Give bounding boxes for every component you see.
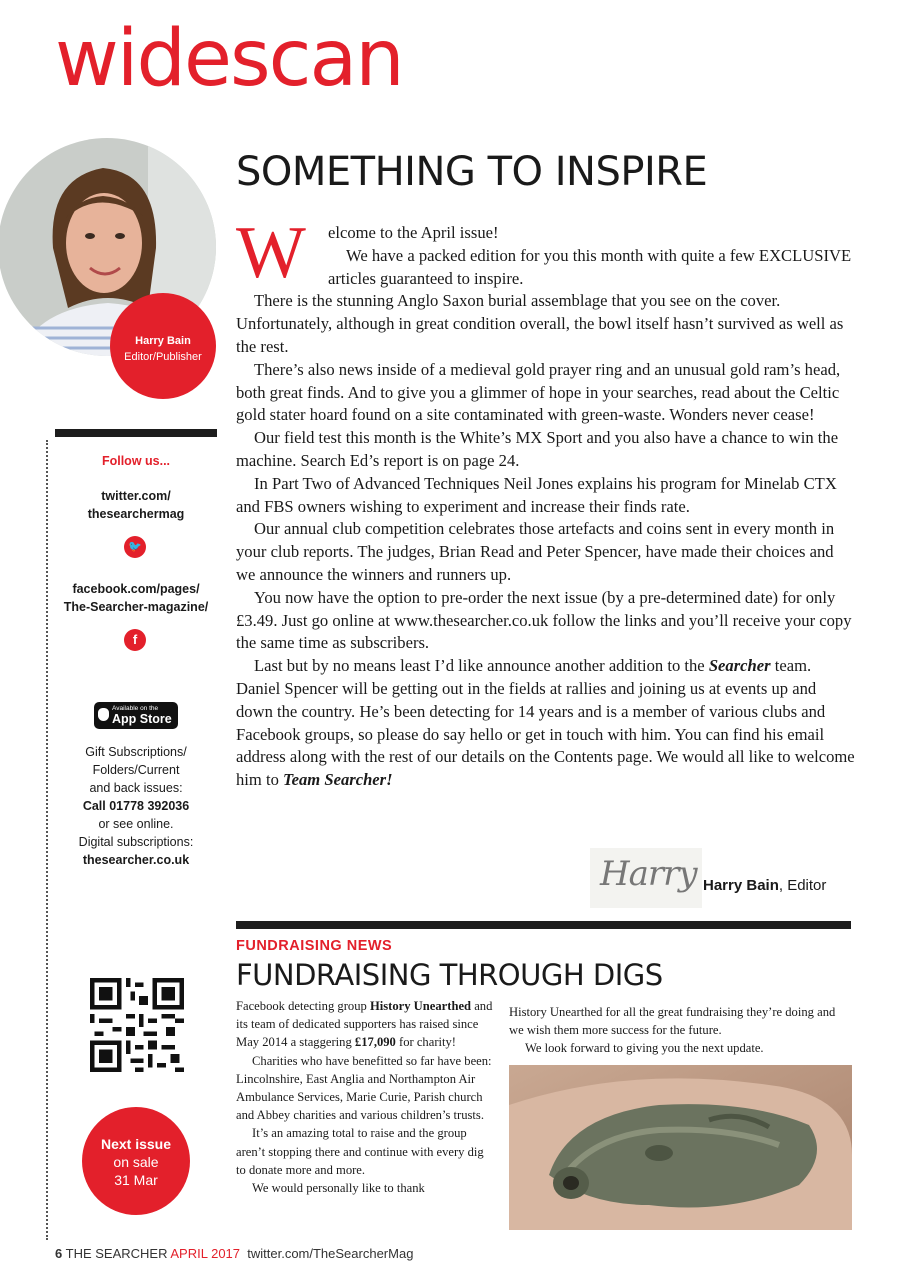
searcher-emphasis: Searcher (708, 656, 771, 676)
facebook-link[interactable] (55, 580, 217, 616)
article-paragraph: Our field test this month is the White’s MX Sport and you also have a chance to win the machine. Search Ed’s report is on page 24. (236, 428, 839, 470)
signoff-role: , Editor (778, 877, 827, 894)
signoff (703, 877, 826, 894)
article-paragraph: There is the stunning Anglo Saxon burial assemblage that you see on the cover. Unfortunately, although in great condition overall, the bowl itself hasn’t survived as well as the rest. (236, 291, 844, 356)
amount-raised: £17,090 (354, 1035, 396, 1050)
next-issue-sub: on sale (113, 1154, 159, 1170)
phone-number[interactable]: Call 01778 392036 (82, 799, 190, 813)
text-run: for charity! (395, 1035, 456, 1050)
qr-code[interactable] (90, 978, 184, 1072)
article-body (236, 222, 856, 792)
article-paragraph (236, 655, 856, 792)
fundraising-paragraph: We would personally like to thank (252, 1181, 425, 1196)
drop-cap: W (236, 212, 306, 294)
follow-us-label: Follow us... (101, 454, 171, 468)
website-link[interactable]: thesearcher.co.uk (82, 853, 190, 867)
twitter-link[interactable] (55, 487, 217, 523)
signature-image (590, 848, 702, 908)
editor-role: Editor/Publisher (124, 351, 202, 363)
page-number: 6 (55, 1246, 63, 1261)
page-footer (55, 1246, 413, 1261)
app-store-big-text: App Store (112, 712, 172, 726)
article-paragraph: Our annual club competition celebrates those artefacts and coins sent in every month in your club reports. The judges, Brian Read and Peter Spencer, have made their choices and we announce the winners and runners up. (236, 519, 835, 584)
twitter-link-line2: thesearchermag (87, 507, 185, 521)
info-line: Folders/Current (92, 763, 180, 777)
info-line: Digital subscriptions: (78, 835, 194, 849)
fundraising-column-2 (509, 1003, 853, 1058)
group-name: History Unearthed (369, 999, 472, 1013)
signoff-name: Harry Bain (703, 877, 779, 894)
next-issue-date: 31 Mar (114, 1172, 158, 1188)
text-run: and its team of dedicated supporters has raised since May 2014 a staggering (236, 999, 493, 1050)
apple-icon (98, 708, 109, 721)
magazine-name: THE SEARCHER (65, 1246, 168, 1261)
footer-twitter[interactable]: twitter.com/TheSearcherMag (247, 1246, 414, 1261)
app-store-small-text: Available on the (112, 705, 159, 712)
next-issue-title: Next issue (100, 1136, 172, 1152)
info-line: and back issues: (89, 781, 183, 795)
next-issue-badge (82, 1107, 190, 1215)
article-paragraph: In Part Two of Advanced Techniques Neil Jones explains his program for Minelab CTX and FBS owners wishing to experiment and increase their finds rate. (236, 473, 837, 516)
subscription-info (55, 743, 217, 869)
fundraising-paragraph: Charities who have benefitted so far have been: Lincolnshire, East Anglia and Northampton Air Ambulance Services, Marie Curie, Parish church and Abbey charities and various children’s trusts. (236, 1053, 492, 1123)
fundraising-headline: FUNDRAISING THROUGH DIGS (236, 958, 663, 992)
article-paragraph: elcome to the April issue! (328, 223, 499, 242)
app-store-badge[interactable] (94, 702, 178, 729)
sidebar-rule (55, 429, 217, 437)
masthead-title: widescan (55, 14, 403, 104)
twitter-icon[interactable]: 🐦 (124, 536, 146, 558)
fundraising-paragraph (236, 997, 494, 1052)
fundraising-kicker: FUNDRAISING NEWS (236, 938, 393, 954)
article-headline: SOMETHING TO INSPIRE (236, 149, 708, 195)
info-line: or see online. (98, 817, 174, 831)
facebook-link-line2: The-Searcher-magazine/ (63, 600, 209, 614)
twitter-link-line1: twitter.com/ (101, 489, 171, 503)
article-paragraph: You now have the option to pre-order the next issue (by a pre-determined date) for only £3.49. Just go online at www.thesearcher.co.uk follow the links and you’ll receive your copy the same time as subscribers. (236, 587, 852, 653)
issue-date: APRIL 2017 (170, 1246, 241, 1261)
editor-name-badge (110, 293, 216, 399)
fundraising-column-1 (236, 997, 494, 1197)
text-run: Last but by no means least I’d like announce another addition to the (254, 656, 709, 676)
facebook-icon[interactable]: f (124, 629, 146, 651)
section-rule (236, 921, 851, 929)
fundraising-paragraph: It’s an amazing total to raise and the group aren’t stopping there and continue with every dig to donate more and more. (236, 1126, 484, 1177)
text-run: Facebook detecting group (236, 999, 370, 1013)
fundraising-paragraph: We look forward to giving you the next update. (525, 1041, 764, 1056)
facebook-link-line1: facebook.com/pages/ (72, 582, 200, 596)
editor-name: Harry Bain (135, 335, 191, 347)
signature-text: Harry (600, 854, 697, 894)
info-line: Gift Subscriptions/ (85, 745, 187, 759)
artefact-photo (509, 1065, 852, 1230)
sidebar-dotted-divider (46, 440, 48, 1240)
text-run: team. Daniel Spencer will be getting out in the fields at rallies and joining us at events up and down the country. He’s been detecting for 14 years and is a member of various clubs and Facebook groups, so please do say hello or get in touch with him. You can find his email address along with the rest of our details on the Contents page. We would all like to welcome him to (236, 656, 855, 790)
fundraising-paragraph: History Unearthed for all the great fundraising they’re doing and we wish them more success for the future. (509, 1005, 836, 1038)
article-paragraph: There’s also news inside of a medieval gold prayer ring and an unusual gold ram’s head, both great finds. And to give you a glimmer of hope in your searches, read about the Celtic gold stater hoard found on a site contaminated with green-waste. Wonders never cease! (236, 359, 841, 425)
article-paragraph: We have a packed edition for you this month with quite a few EXCLUSIVE articles guaranteed to inspire. (328, 245, 852, 288)
team-searcher-emphasis: Team Searcher! (283, 770, 393, 790)
